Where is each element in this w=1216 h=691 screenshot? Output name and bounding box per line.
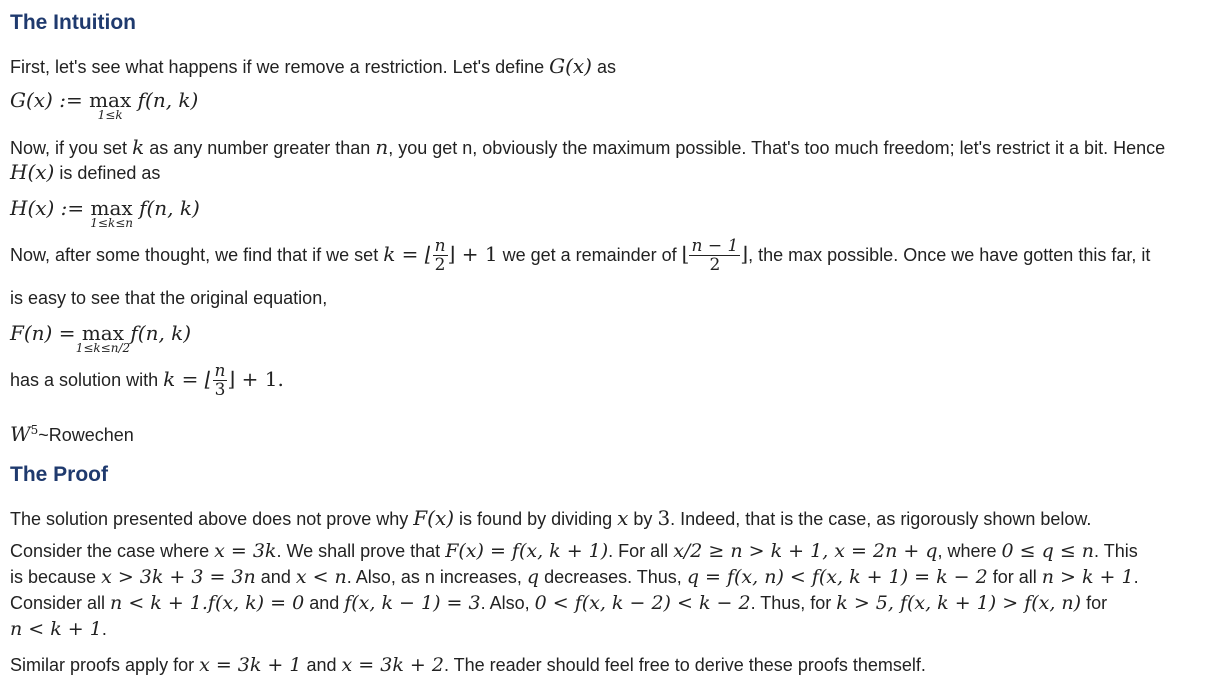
proof-paragraph-2-line-4: n < k + 1. (10, 618, 107, 640)
intuition-paragraph-2-cont: H(x) is defined as (10, 160, 161, 184)
proof-paragraph-3: Similar proofs apply for x = 3k + 1 and x = 3k + 2. The reader should feel free to derive these proofs themself. (10, 654, 926, 676)
section-heading-proof: The Proof (10, 463, 108, 486)
equation-g-definition: G(x) := max 1≤k f(n, k) (10, 88, 199, 122)
author-signature: $W^5\sim Rowechen$ (10, 422, 134, 446)
intuition-paragraph-3-cont: is easy to see that the original equation, (10, 288, 328, 308)
intuition-paragraph-2: Now, if you set k as any number greater than n, you get n, obviously the maximum possible. That's too much freedom; let's restrict it a bit. Hence (10, 135, 1166, 159)
intuition-paragraph-1: First, let's see what happens if we remove a restriction. Let's define G(x) as (10, 54, 617, 78)
proof-paragraph-2-line-3: Consider all n < k + 1.f(x, k) = 0 and f(x, k − 1) = 3. Also, 0 < f(x, k − 2) < k − 2. Thus, for k > 5, f(x, k + 1) > f(x, n) for (10, 592, 1108, 614)
proof-paragraph-2-line-1: Consider the case where x = 3k. We shall prove that F(x) = f(x, k + 1). For all x/2 ≥ n > k + 1, x = 2n + q, where 0 ≤ q ≤ n. This (10, 540, 1138, 562)
proof-paragraph-1: The solution presented above does not prove why F(x) is found by dividing x by 3. Indeed, that is the case, as rigorously shown below. (10, 506, 1092, 530)
proof-paragraph-2-line-2: is because x > 3k + 3 = 3n and x < n. Also, as n increases, q decreases. Thus, q = f(x, n) < f(x, k + 1) = k − 2 for all n > k + 1. (10, 566, 1139, 588)
section-heading-intuition: The Intuition (10, 11, 136, 34)
equation-h-definition: H(x) := max 1≤k≤n f(n, k) (10, 196, 200, 230)
intuition-paragraph-4: has a solution with k = ⌊ $\frac{n}{3}$ ⌋ + 1. (10, 361, 284, 400)
math-g-of-x: G(x) (549, 54, 592, 78)
equation-f-definition: F(n) = max 1≤k≤n/2 f(n, k) (10, 321, 192, 355)
intuition-paragraph-3: Now, after some thought, we find that if we set k = ⌊ $\frac{n}{2}$ ⌋ + 1 we get a remainder of ⌊ $\frac{n - 1}{2}$ ⌋, the max possible. Once we have gotten this far, it (10, 236, 1151, 275)
